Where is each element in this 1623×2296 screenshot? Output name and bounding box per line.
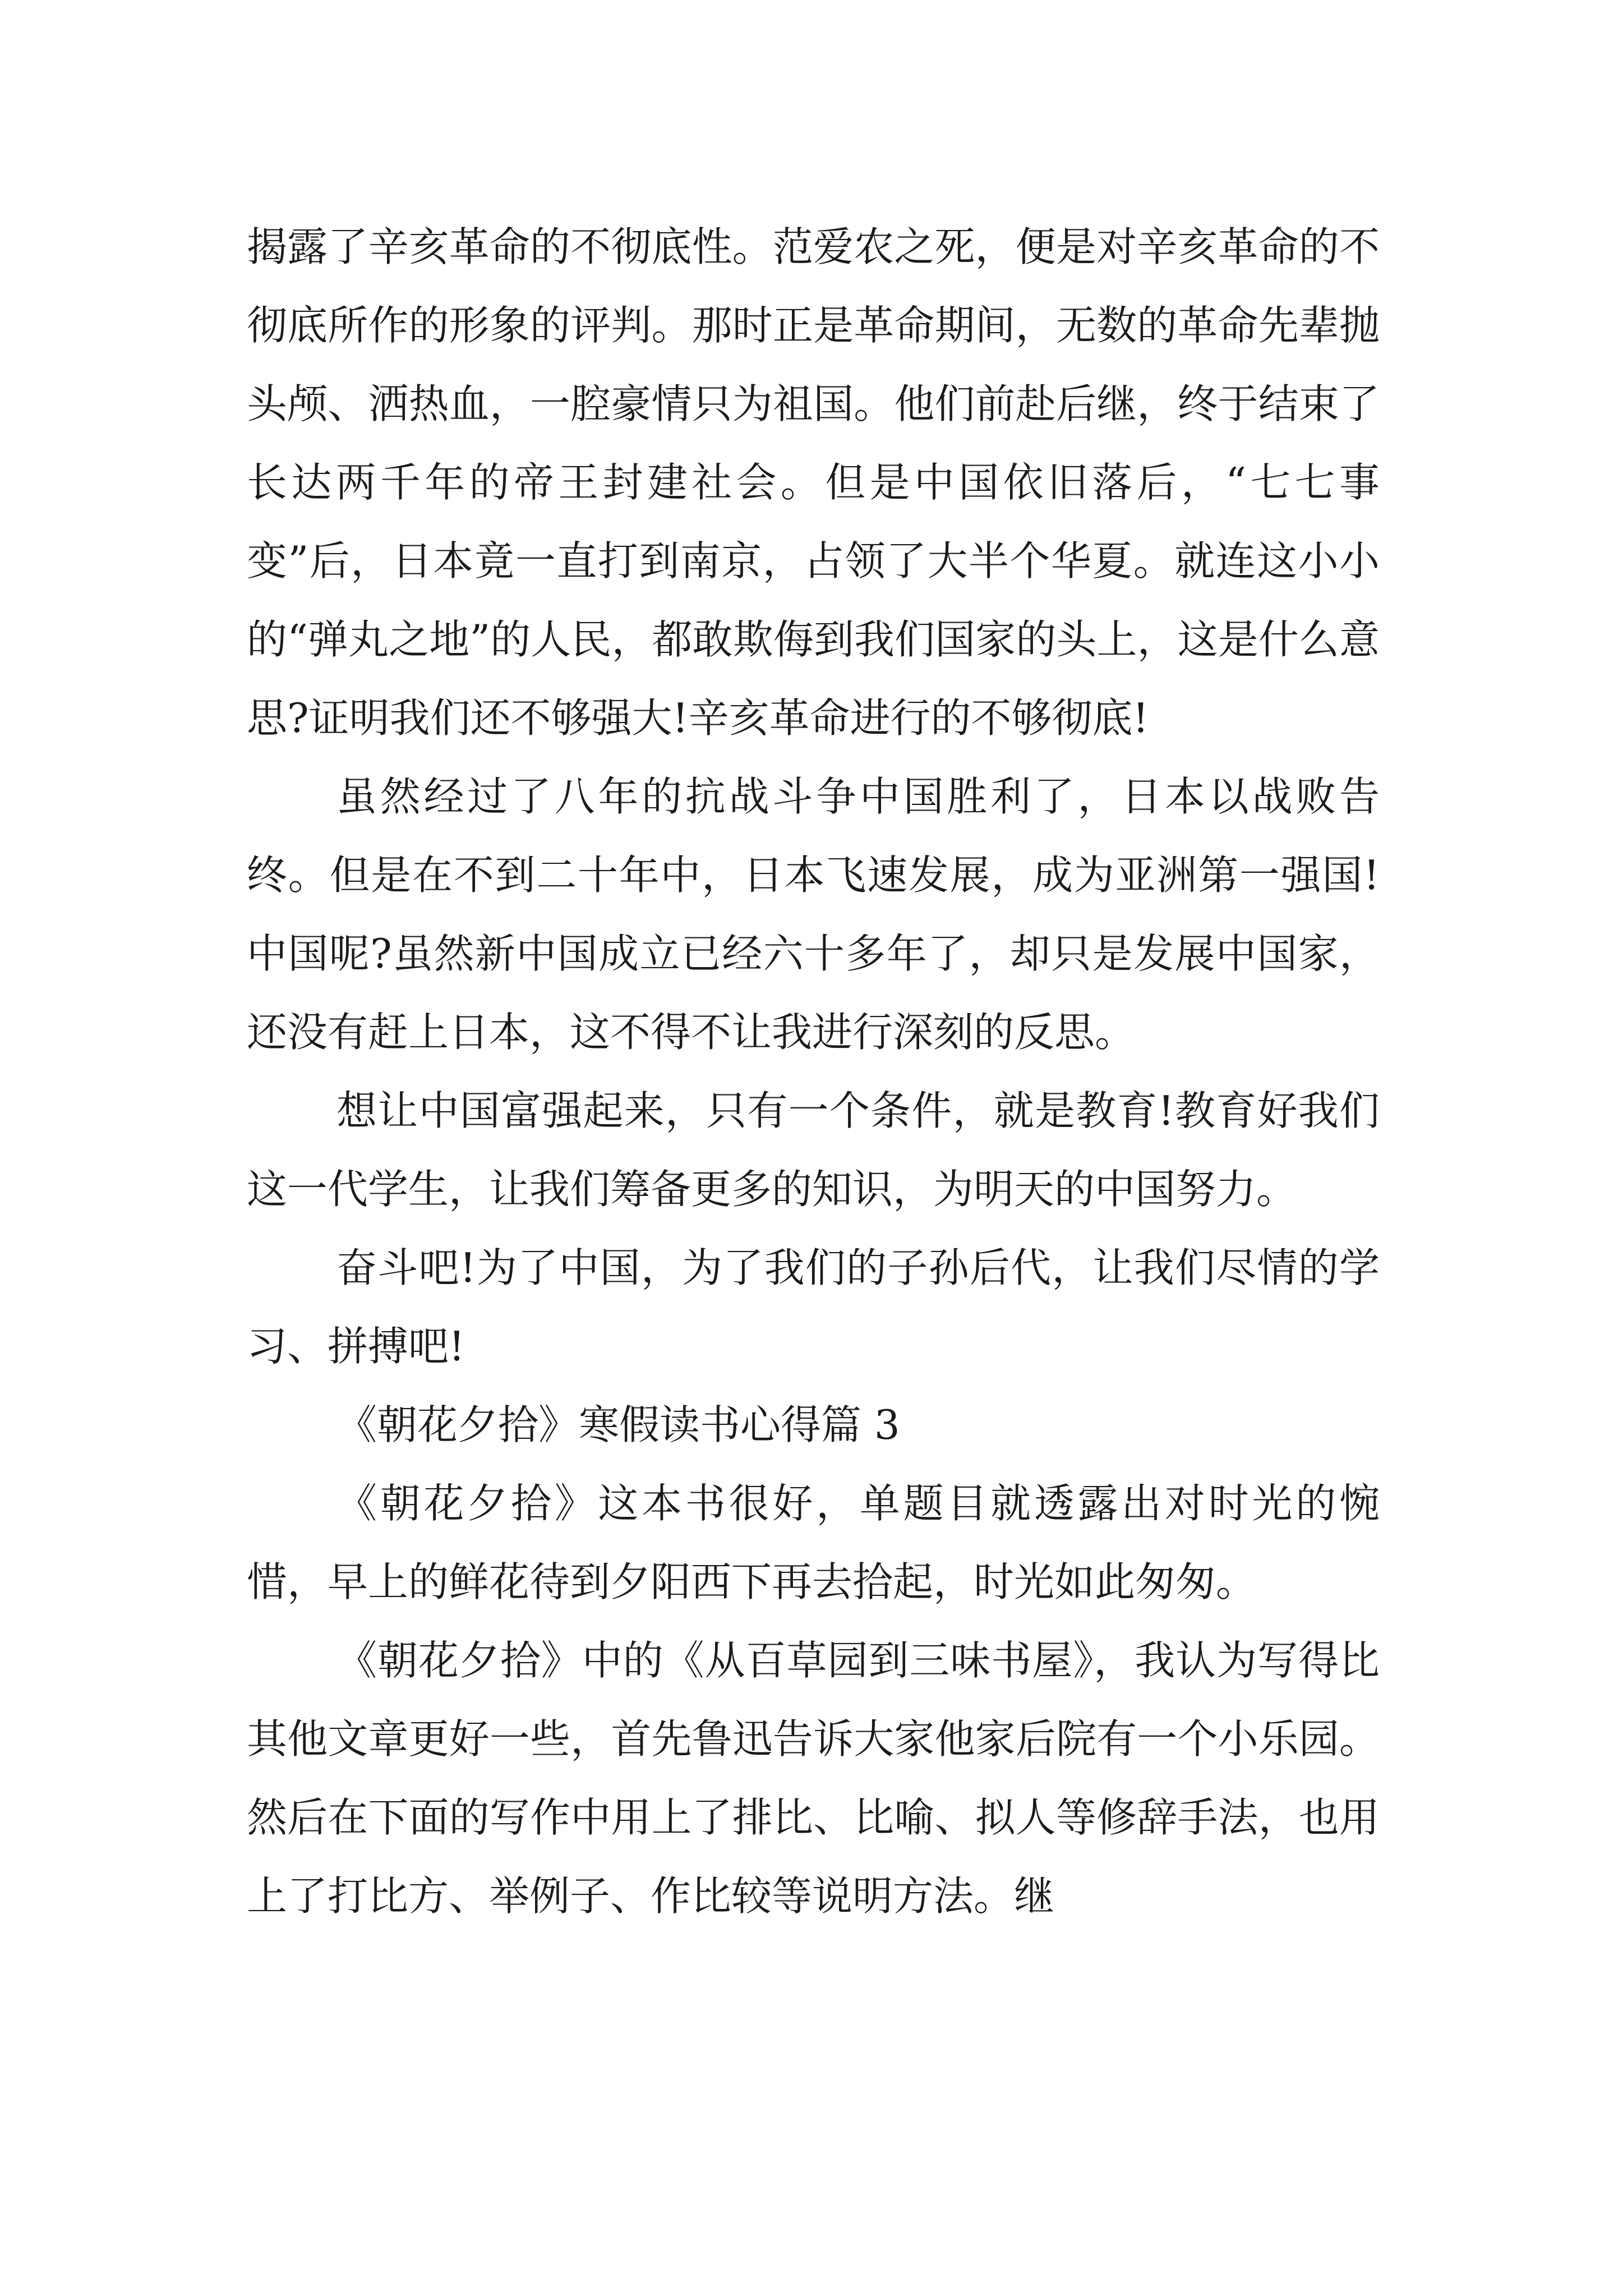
paragraph-2: 虽然经过了八年的抗战斗争中国胜利了，日本以战败告终。但是在不到二十年中，日本飞速发展，成为亚洲第一强国!中国呢?虽然新中国成立已经六十多年了，却只是发展中国家，还没有赶上日本，这不得不让我进行深刻的反思。 <box>247 773 1380 1056</box>
section-paragraph-1: 《朝花夕拾》这本书很好，单题目就透露出对时光的惋惜，早上的鲜花待到夕阳西下再去拾起，时光如此匆匆。 <box>247 1480 1380 1605</box>
paragraph-3: 想让中国富强起来，只有一个条件，就是教育!教育好我们这一代学生，让我们筹备更多的知识，为明天的中国努力。 <box>247 1087 1380 1213</box>
paragraph-1: 揭露了辛亥革命的不彻底性。范爱农之死，便是对辛亥革命的不彻底所作的形象的评判。那时正是革命期间，无数的革命先辈抛头颅、洒热血，一腔豪情只为祖国。他们前赴后继，终于结束了长达两千年的帝王封建社会。但是中国依旧落后，“七七事变”后，日本竟一直打到南京，占领了大半个华夏。就连这小小的“弹丸之地”的人民，都敢欺侮到我们国家的头上，这是什么意思?证明我们还不够强大!辛亥革命进行的不够彻底! <box>247 223 1380 742</box>
section-paragraph-2: 《朝花夕拾》中的《从百草园到三味书屋》，我认为写得比其他文章更好一些，首先鲁迅告诉大家他家后院有一个小乐园。然后在下面的写作中用上了排比、比喻、拟人等修辞手法，也用上了打比方、举例子、作比较等说明方法。继 <box>247 1637 1380 1920</box>
paragraph-4: 奋斗吧!为了中国，为了我们的子孙后代，让我们尽情的学习、拼搏吧! <box>247 1244 1380 1370</box>
section-heading: 《朝花夕拾》寒假读书心得篇 3 <box>336 1401 900 1448</box>
document-body <box>247 208 1380 1935</box>
